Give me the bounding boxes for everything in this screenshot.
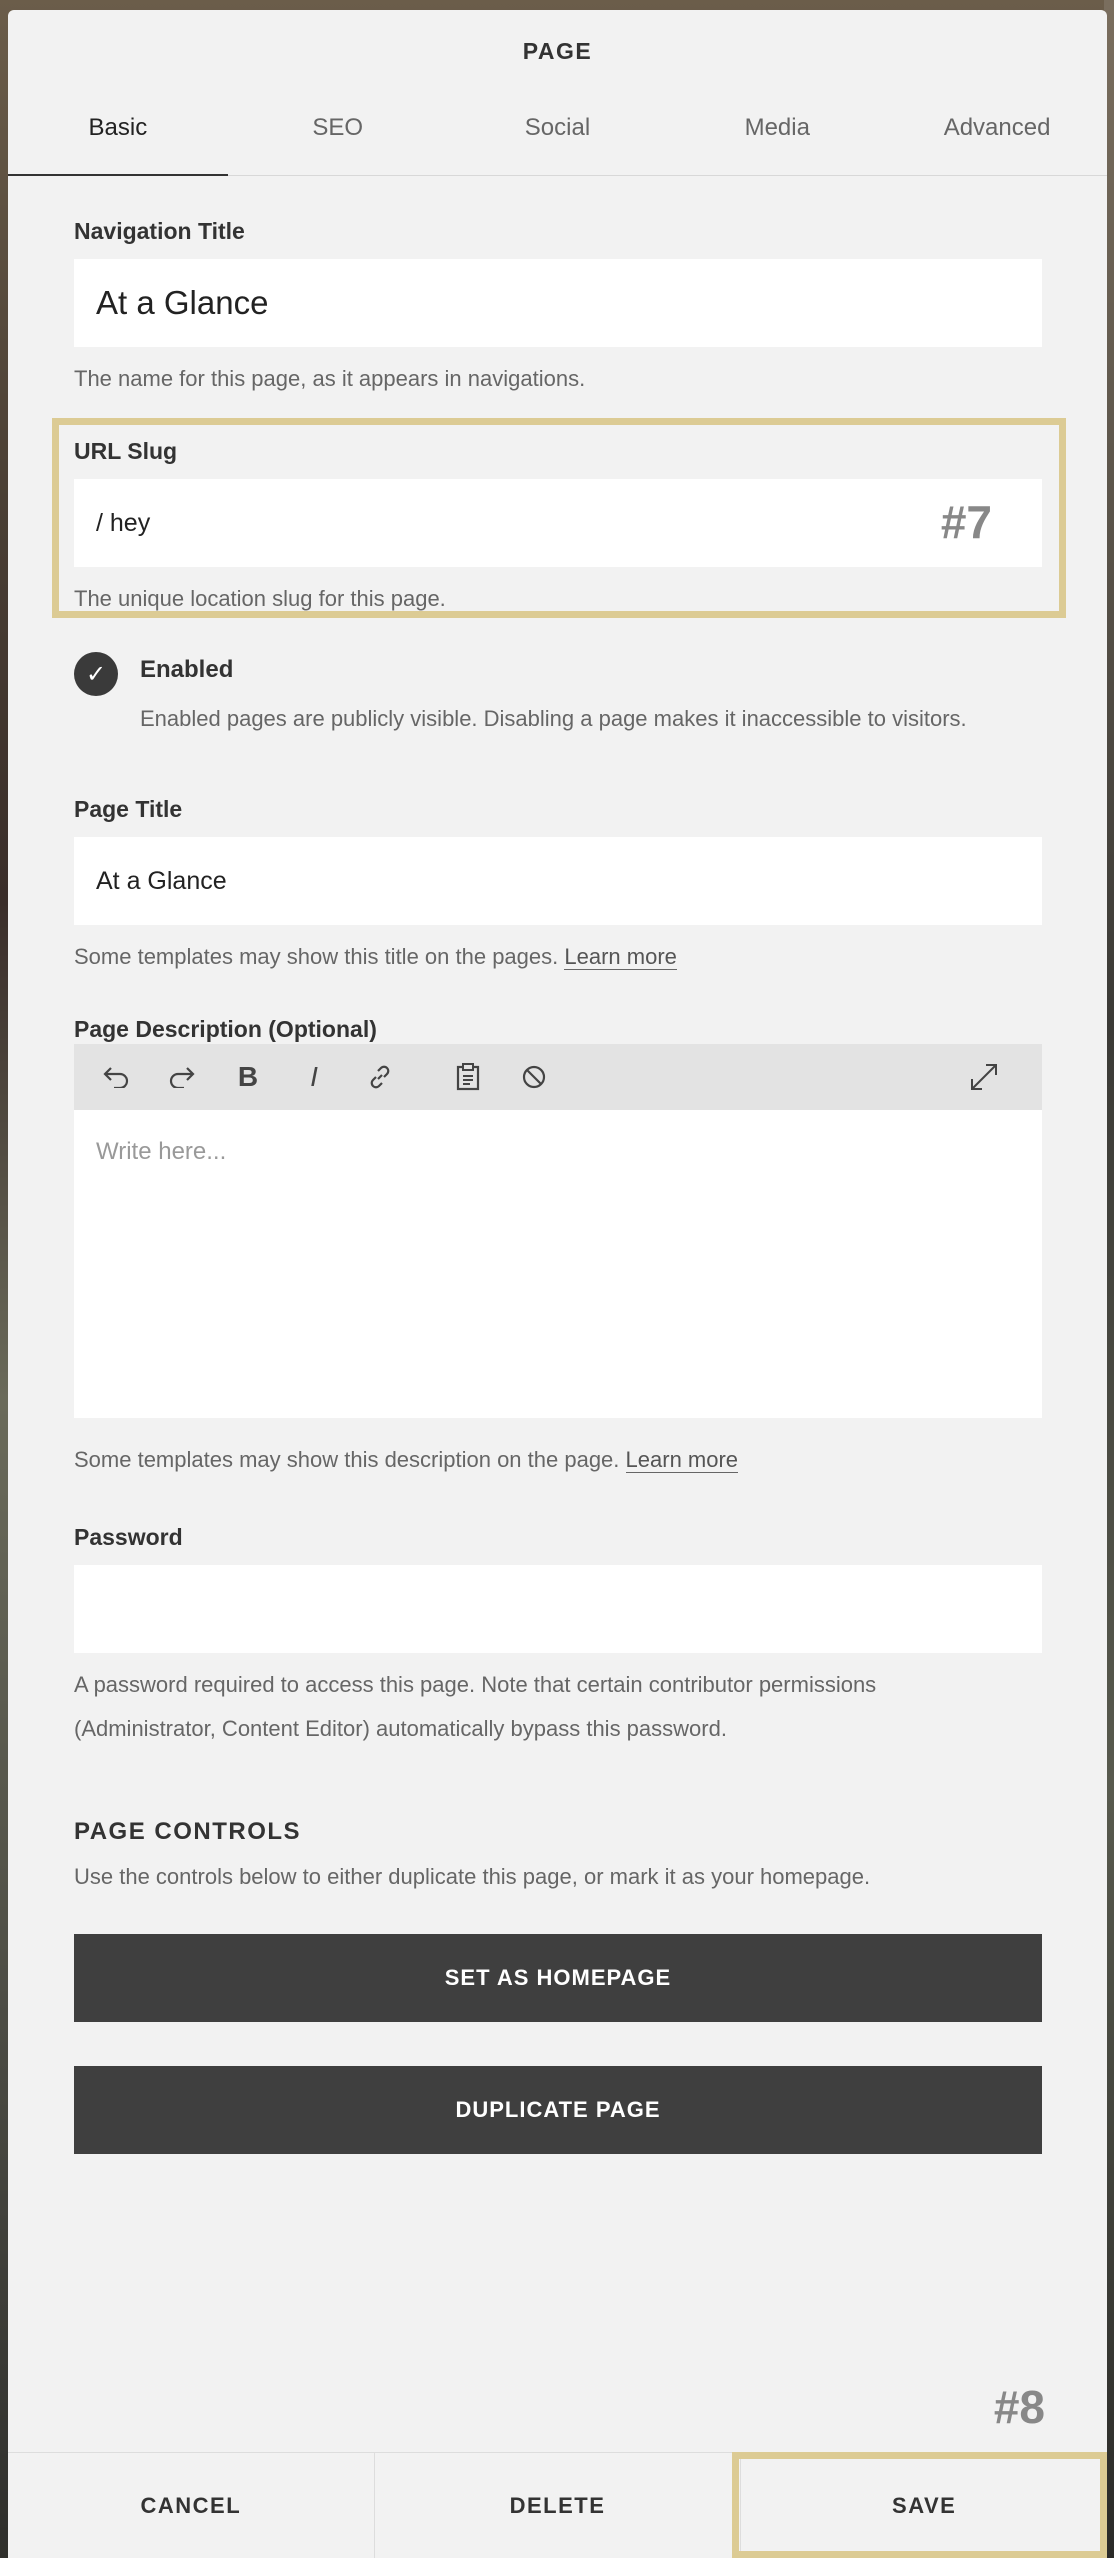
tab-basic[interactable]: Basic: [8, 100, 228, 175]
description-editor: [74, 1044, 1042, 1418]
description-learn-more-link[interactable]: Learn more: [625, 1447, 739, 1472]
password-help-line2: (Administrator, Content Editor) automatically bypass this password.: [74, 1716, 727, 1741]
paste-icon[interactable]: [446, 1055, 490, 1099]
url-slug-field: [74, 438, 1042, 621]
page-title-help: [74, 935, 1042, 979]
marker-8: #8: [993, 2381, 1045, 2433]
link-icon[interactable]: [358, 1055, 402, 1099]
enabled-checkbox[interactable]: [74, 652, 118, 696]
password-field: [74, 1524, 1042, 1751]
page-controls-heading: PAGE CONTROLS: [74, 1818, 302, 1845]
url-slug-label: URL Slug: [74, 438, 178, 464]
bold-icon[interactable]: B: [237, 1061, 259, 1092]
url-slug-input[interactable]: [74, 479, 1042, 567]
page-title-help-text: Some templates may show this title on the pages.: [74, 944, 559, 969]
url-slug-value: / hey: [96, 508, 151, 537]
save-highlight: [732, 2452, 1107, 2558]
description-textarea[interactable]: Write here...: [96, 1138, 227, 1165]
url-slug-help: The unique location slug for this page.: [74, 586, 446, 611]
tab-media[interactable]: Media: [744, 114, 810, 141]
tab-bar: [8, 100, 1107, 176]
italic-icon[interactable]: I: [310, 1061, 318, 1092]
navigation-title-label: Navigation Title: [74, 218, 245, 244]
navigation-title-input[interactable]: At a Glance: [74, 259, 1042, 347]
clear-format-icon[interactable]: [512, 1055, 556, 1099]
page-settings-panel: [8, 10, 1107, 2558]
tab-advanced[interactable]: Advanced: [943, 114, 1051, 141]
redo-icon[interactable]: [160, 1055, 204, 1099]
check-icon: ✓: [85, 660, 107, 688]
navigation-title-help: The name for this page, as it appears in navigations.: [74, 366, 586, 391]
password-label: Password: [74, 1524, 183, 1550]
description-help: [74, 1438, 738, 1482]
marker-7: #7: [940, 496, 992, 548]
password-input[interactable]: [74, 1565, 1042, 1653]
tab-social[interactable]: Social: [524, 114, 591, 141]
save-button[interactable]: SAVE: [892, 2492, 957, 2518]
password-help: [74, 1663, 1042, 1751]
page-controls-help: Use the controls below to either duplicate this page, or mark it as your homepage.: [74, 1864, 871, 1889]
page-title-input[interactable]: At a Glance: [74, 837, 1042, 925]
expand-icon[interactable]: [962, 1055, 1006, 1099]
undo-icon[interactable]: [94, 1055, 138, 1099]
description-label: Page Description (Optional): [74, 1016, 377, 1042]
page-title-learn-more-link[interactable]: Learn more: [564, 944, 677, 969]
delete-button[interactable]: DELETE: [375, 2453, 742, 2558]
set-as-homepage-button[interactable]: SET AS HOMEPAGE: [74, 1934, 1042, 2022]
page-title-field: [74, 796, 1042, 979]
cancel-button[interactable]: CANCEL: [8, 2453, 375, 2558]
duplicate-page-button[interactable]: DUPLICATE PAGE: [74, 2066, 1042, 2154]
enabled-help: Enabled pages are publicly visible. Disabling a page makes it inaccessible to visitors.: [140, 706, 967, 731]
tab-seo[interactable]: SEO: [312, 114, 364, 141]
navigation-title-field: [74, 218, 1042, 401]
password-help-line1: A password required to access this page. Note that certain contributor permissions: [74, 1672, 877, 1697]
enabled-label: Enabled: [140, 656, 234, 683]
page-title-label: Page Title: [74, 796, 183, 822]
editor-toolbar: [74, 1044, 1042, 1110]
description-help-text: Some templates may show this description on the page.: [74, 1447, 620, 1472]
panel-title: PAGE: [522, 38, 593, 64]
